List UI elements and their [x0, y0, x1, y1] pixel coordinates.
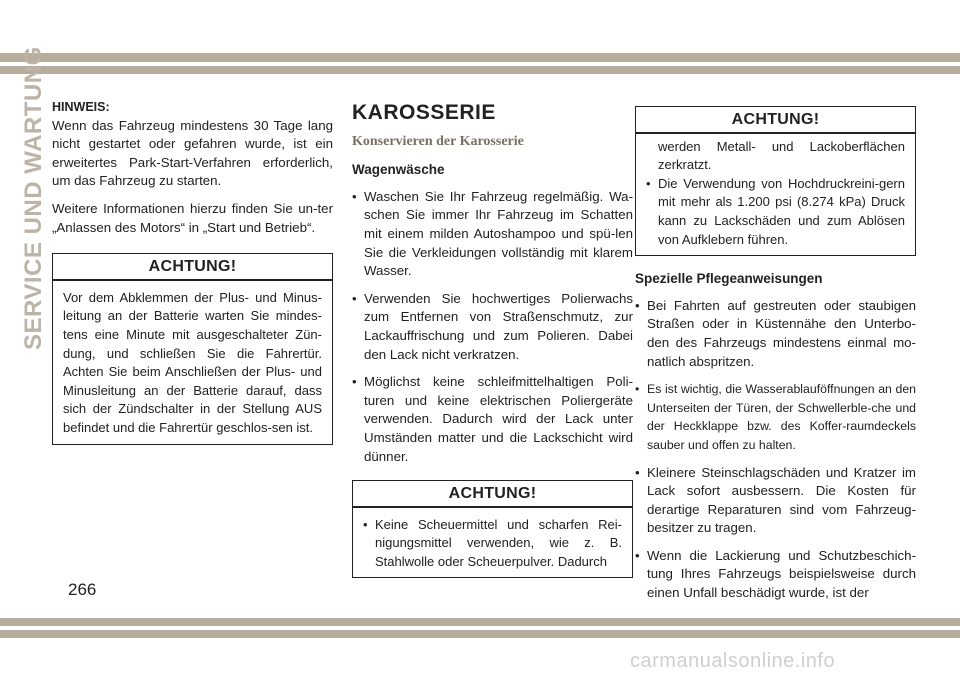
list-item: • Es ist wichtig, die Wasserablauföffnungen an den Unterseiten der Türen, der Schwellerble-che und der Heckklappe bzw. des Koffer-raumdeckels sauber und offen zu halten. [635, 382, 916, 452]
footer-band-thin [0, 630, 960, 638]
list-item: • Keine Scheuermittel und scharfen Rei-nigungsmittel verwenden, wie z. B. Stahlwolle oder Scheuerpulver. Dadurch [363, 516, 622, 569]
list-item: • Die Verwendung von Hochdruckreini-gern mit mehr als 1.200 psi (8.274 kPa) Druck kann zu Lackschäden und zum Ablösen von Aufklebern führen. [646, 175, 905, 247]
note-label: HINWEIS: [52, 100, 110, 114]
list-item: • Bei Fahrten auf gestreuten oder staubigen Straßen oder in Küstennähe den Unterbo-den des Fahrzeugs mindestens einmal mo-natlich abspritzen. [635, 297, 916, 369]
column-middle [352, 98, 633, 588]
column-left [52, 98, 333, 455]
warning-box-cleaning [352, 480, 633, 578]
warning-box-continued [635, 106, 916, 256]
watermark: carmanualsonline.info [630, 650, 836, 672]
warning-title: ACHTUNG! [353, 481, 632, 508]
side-label-text: SERVICE UND WARTUNG [20, 46, 47, 350]
footer-band [0, 618, 960, 626]
list-item: • Verwenden Sie hochwertiges Polierwachs zum Entfernen von Straßenschmutz, zur Lackauffrischung und zum Polieren. Dabei den Lack nicht verkratzen. [352, 290, 633, 362]
header-band-thin [0, 66, 960, 74]
topic-heading: Wagenwäsche [352, 162, 445, 178]
topic-heading: Spezielle Pflegeanweisungen [635, 271, 823, 287]
list-item: • Möglichst keine schleifmittelhaltigen Poli-turen und keine elektrischen Poliergeräte verwenden. Dadurch wird der Lack unter Umständen matter und die Lackschicht wird dünner. [352, 374, 633, 464]
list-item: • Wenn die Lackierung und Schutzbeschich-tung Ihres Fahrzeugs beispielsweise durch einen Unfall beschädigt wurde, ist der [635, 547, 916, 601]
warning-title: ACHTUNG! [636, 107, 915, 134]
warning-text: Vor dem Abklemmen der Plus- und Minus-leitung an der Batterie warten Sie mindes-tens eine Minute mit ausgeschalteter Zün-dung, und schließen Sie die Fahrertür. Achten Sie beim Anschließen der Plus- und Minusleitung an der Batterie darauf, dass sich der Zündschalter in der Stellung AUS befindet und die Fahrertür geschlos-sen ist. [63, 289, 322, 435]
warning-continued-text: werden Metall- und Lackoberflächen zerkratzt. [658, 138, 905, 173]
warning-title: ACHTUNG! [53, 254, 332, 281]
column-right [635, 98, 916, 612]
page-number: 266 [68, 580, 97, 599]
reference-text: Weitere Informationen hierzu finden Sie un-ter „Anlassen des Motors“ in „Start und Betrieb“. [52, 200, 333, 235]
section-heading: KAROSSERIE [352, 101, 496, 124]
subsection-heading: Konservieren der Karosserie [352, 133, 524, 149]
list-item: • Waschen Sie Ihr Fahrzeug regelmäßig. Wa-schen Sie immer Ihr Fahrzeug im Schatten mit einem milden Autoshampoo und spü-len Sie die Verkleidungen vollständig mit klarem Wasser. [352, 188, 633, 279]
list-item: • Kleinere Steinschlagschäden und Kratzer im Lack sofort ausbessern. Die Kosten für derartige Reparaturen sind vom Fahrzeug-besitzer zu tragen. [635, 464, 916, 536]
header-band [0, 53, 960, 62]
warning-box-battery [52, 253, 333, 444]
note-text: Wenn das Fahrzeug mindestens 30 Tage lang nicht gestartet oder gefahren wurde, ist ein erweitertes Park-Start-Verfahren erforderlich, um das Fahrzeug zu starten. [52, 117, 333, 189]
